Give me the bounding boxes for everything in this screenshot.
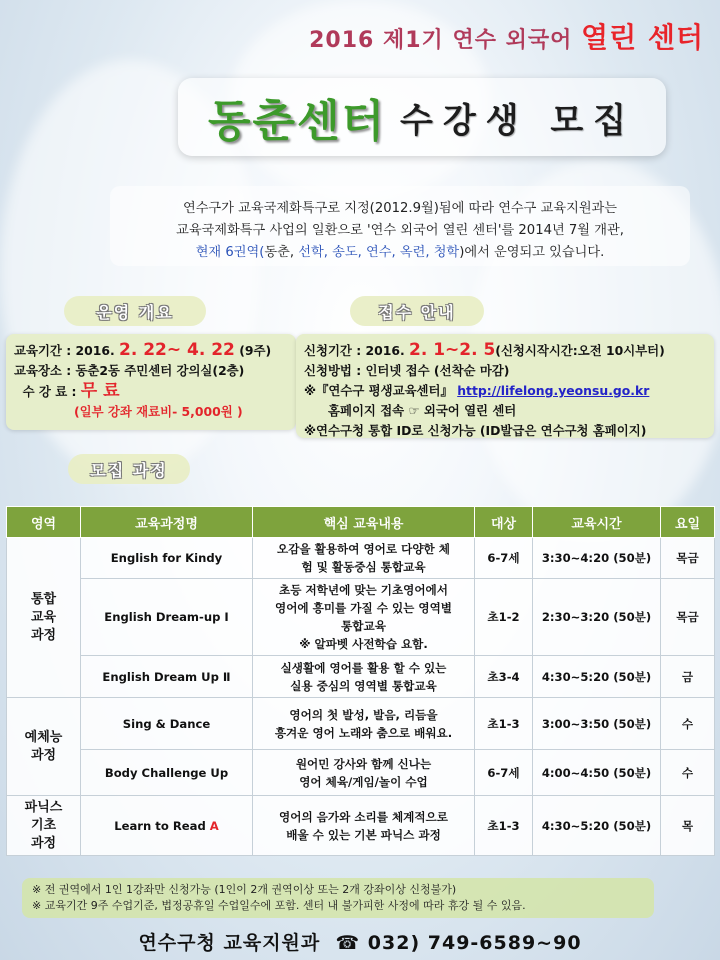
contact-line <box>0 928 720 955</box>
intro-line-3 <box>110 242 690 264</box>
center-name: 동춘센터 <box>207 96 386 147</box>
course-day: 목 <box>661 796 715 856</box>
course-content: 초등 저학년에 맞는 기초영어에서 영어에 흥미를 가질 수 있는 영역별 통합교육 ※ 알파벳 사전학습 요함. <box>253 579 475 656</box>
overview-fee-note: (일부 강좌 재료비- 5,000원 ) <box>74 404 243 419</box>
course-day: 목금 <box>661 579 715 656</box>
table-row <box>7 538 715 579</box>
overview-fee: 수 강 료 : 무 료 <box>22 381 120 401</box>
poster-title <box>309 16 704 56</box>
th-content: 핵심 교육내용 <box>253 507 475 538</box>
intro-blue-2: 선학, 송도, 연수, 옥련, 청학 <box>298 245 460 260</box>
area-phonics: 파닉스 기초 과정 <box>7 796 81 856</box>
area-integrated: 통합 교육 과정 <box>7 538 81 698</box>
course-content: 원어민 강사와 함께 신나는 영어 체육/게임/놀이 수업 <box>253 750 475 796</box>
contact-dept: 연수구청 교육지원과 <box>138 932 321 954</box>
footer-notes <box>22 878 654 918</box>
course-content: 영어의 음가와 소리를 체계적으로 배울 수 있는 기본 파닉스 과정 <box>253 796 475 856</box>
contact-phone: 032) 749-6589~90 <box>367 932 582 954</box>
registration-box <box>296 334 714 438</box>
registration-path: 홈페이지 접속 ☞ 외국어 열린 센터 <box>328 403 517 418</box>
table-row <box>7 750 715 796</box>
th-course: 교육과정명 <box>81 507 253 538</box>
course-time: 4:30~5:20 (50분) <box>533 796 661 856</box>
course-day: 수 <box>661 698 715 750</box>
overview-period: 교육기간 : 2016. 2. 22~ 4. 22 (9주) <box>14 340 272 360</box>
course-name: English Dream Up Ⅱ <box>81 656 253 698</box>
intro-line-1: 연수구가 교육국제화특구로 지정(2012.9월)됨에 따라 연수구 교육지원과는 <box>182 201 618 216</box>
registration-id-note: ※연수구청 통합 ID로 신청가능 (ID발급은 연수구청 홈페이지) <box>304 423 647 438</box>
course-time: 3:30~4:20 (50분) <box>533 538 661 579</box>
registration-method: 신청방법 : 인터넷 접수 (선착순 마감) <box>304 363 510 378</box>
th-area: 영역 <box>7 507 81 538</box>
section-courses: 모집 과정 <box>68 454 190 484</box>
course-day: 목금 <box>661 538 715 579</box>
th-target: 대상 <box>475 507 533 538</box>
course-table <box>6 506 715 856</box>
intro-blue-1: 현재 6권역( <box>195 245 265 260</box>
recruit-label: 수강생 모집 <box>399 100 637 141</box>
course-name: English Dream-up Ⅰ <box>81 579 253 656</box>
course-content: 실생활에 영어를 활용 할 수 있는 실용 중심의 영역별 통합교육 <box>253 656 475 698</box>
course-name: English for Kindy <box>81 538 253 579</box>
course-name: Learn to Read A <box>81 796 253 856</box>
section-registration: 접수 안내 <box>350 296 484 326</box>
table-row <box>7 656 715 698</box>
course-target: 초1-2 <box>475 579 533 656</box>
course-target: 6-7세 <box>475 750 533 796</box>
lifelong-link[interactable]: http://lifelong.yeonsu.go.kr <box>457 383 650 398</box>
course-time: 4:30~5:20 (50분) <box>533 656 661 698</box>
registration-period: 신청기간 : 2016. 2. 1~2. 5(신청시작시간:오전 10시부터) <box>304 340 665 360</box>
course-name: Body Challenge Up <box>81 750 253 796</box>
hero-banner <box>178 78 666 156</box>
section-overview: 운영 개요 <box>64 296 206 326</box>
registration-site: ※『연수구 평생교육센터』 http://lifelong.yeonsu.go.kr <box>304 383 650 398</box>
overview-box <box>6 334 296 430</box>
intro-black-1: 동춘, <box>264 245 299 260</box>
course-target: 6-7세 <box>475 538 533 579</box>
course-target: 초3-4 <box>475 656 533 698</box>
th-time: 교육시간 <box>533 507 661 538</box>
table-row <box>7 579 715 656</box>
course-name: Sing & Dance <box>81 698 253 750</box>
th-day: 요일 <box>661 507 715 538</box>
footer-note-1: ※ 전 권역에서 1인 1강좌만 신청가능 (1인이 2개 권역이상 또는 2개 강좌이상 신청불가) <box>32 883 457 896</box>
phone-icon: ☎ <box>335 932 361 954</box>
table-row <box>7 796 715 856</box>
table-row <box>7 698 715 750</box>
course-time: 4:00~4:50 (50분) <box>533 750 661 796</box>
intro-black-2: )에서 운영되고 있습니다. <box>459 245 605 260</box>
course-target: 초1-3 <box>475 796 533 856</box>
course-target: 초1-3 <box>475 698 533 750</box>
title-main: 2016 제1기 연수 외국어 <box>309 28 573 53</box>
course-content: 영어의 첫 발성, 발음, 리듬을 흥겨운 영어 노래와 춤으로 배워요. <box>253 698 475 750</box>
footer-note-2: ※ 교육기간 9주 수업기준, 법정공휴일 수업일수에 포함. 센터 내 불가피한 사정에 따라 휴강 될 수 있음. <box>32 899 526 912</box>
course-day: 수 <box>661 750 715 796</box>
intro-line-2: 교육국제화특구 사업의 일환으로 '연수 외국어 열린 센터'를 2014년 7월 개관, <box>176 223 624 238</box>
course-time: 2:30~3:20 (50분) <box>533 579 661 656</box>
course-time: 3:00~3:50 (50분) <box>533 698 661 750</box>
overview-place: 교육장소 : 동춘2동 주민센터 강의실(2층) <box>14 363 245 378</box>
intro-text <box>110 186 690 266</box>
course-content: 오감을 활용하여 영어로 다양한 체 험 및 활동중심 통합교육 <box>253 538 475 579</box>
title-highlight: 열린 센터 <box>581 21 704 54</box>
area-arts: 예체능 과정 <box>7 698 81 796</box>
table-header-row <box>7 507 715 538</box>
course-day: 금 <box>661 656 715 698</box>
